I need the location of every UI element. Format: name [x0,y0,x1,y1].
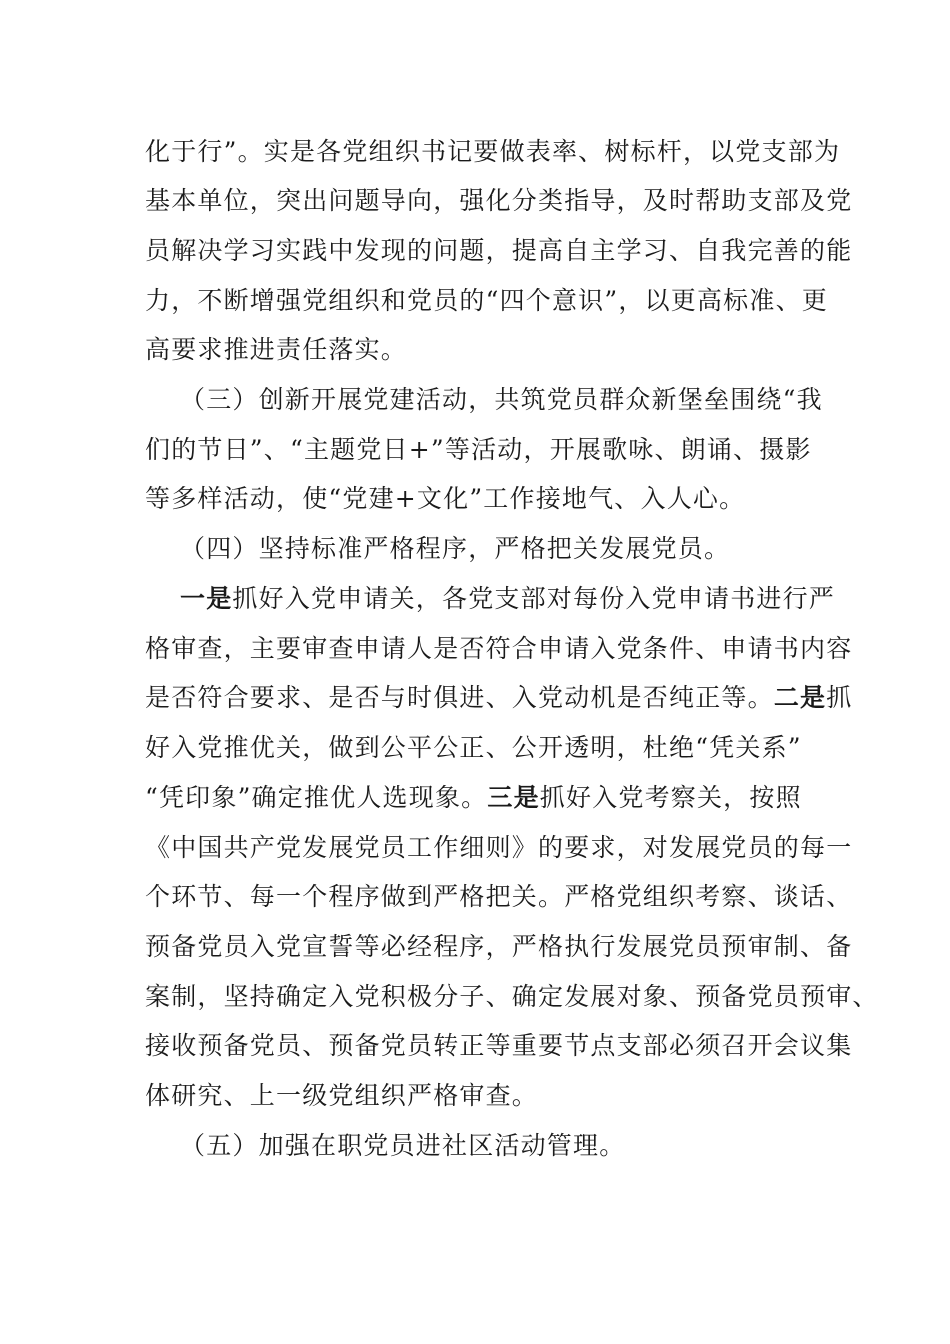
section-heading-5: （五）加强在职党员进社区活动管理。 [180,1131,626,1160]
bold-lead: 三是 [487,783,540,812]
paragraph-line: 们的节日”、“主题党日+”等活动，开展歌咏、朗诵、摄影 [145,435,812,464]
paragraph-line: 员解决学习实践中发现的问题，提高自主学习、自我完善的能 [145,236,853,265]
line-text: “凭印象”确定推优人选现象。 [145,783,488,812]
paragraph-line [145,683,852,713]
paragraph-line: 接收预备党员、预备党员转正等重要节点支部必须召开会议集 [145,1031,853,1060]
section-heading-3: （三）创新开展党建活动，共筑党员群众新堡垒围绕“我 [180,385,823,414]
line-text: 是否符合要求、是否与时俱进、入党动机是否纯正等。 [145,683,774,712]
paragraph-line: 化于行”。实是各党组织书记要做表率、树标杆，以党支部为 [145,137,841,166]
paragraph-line: 格审查，主要审查申请人是否符合申请入党条件、申请书内容 [145,634,853,663]
paragraph-line: 基本单位，突出问题导向，强化分类指导，及时帮助支部及党 [145,186,853,215]
paragraph-line: 案制，坚持确定入党积极分子、确定发展对象、预备党员预审、 [145,982,879,1011]
paragraph-line: 体研究、上一级党组织严格审查。 [145,1081,539,1110]
paragraph-line: 《中国共产党发展党员工作细则》的要求，对发展党员的每一 [145,833,853,862]
paragraph-line: 高要求推进责任落实。 [145,335,408,364]
line-text: 抓 [826,683,853,712]
section-heading-4: （四）坚持标准严格程序，严格把关发展党员。 [180,534,731,563]
bold-lead: 二是 [773,683,827,712]
paragraph-line: 力，不断增强党组织和党员的“四个意识”，以更高标准、更 [145,286,828,315]
paragraph-line: 个环节、每一个程序做到严格把关。严格党组织考察、谈话、 [145,882,853,911]
line-text: 抓好入党申请关，各党支部对每份入党申请书进行严 [232,584,836,613]
bold-lead: 一是 [180,584,233,613]
paragraph-line: 好入党推优关，做到公平公正、公开透明，杜绝“凭关系” [145,733,802,762]
paragraph-line: 预备党员入党宣誓等必经程序，严格执行发展党员预审制、备 [145,932,853,961]
paragraph-line [180,584,835,614]
paragraph-line [145,783,802,813]
line-text: 抓好入党考察关，按照 [539,783,802,812]
paragraph-line: 等多样活动，使“党建+文化”工作接地气、入人心。 [145,484,746,513]
